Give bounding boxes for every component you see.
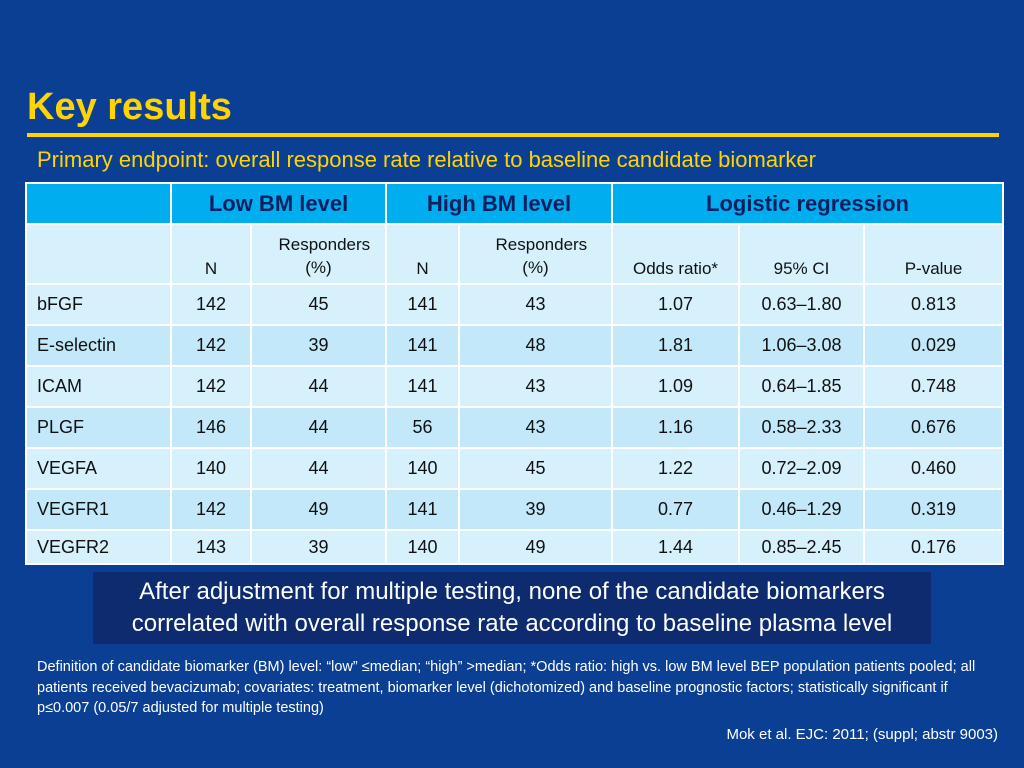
high-n-cell: 141 <box>386 325 459 366</box>
p-value-cell: 0.676 <box>864 407 1003 448</box>
title-divider <box>27 133 999 137</box>
odds-ratio-cell: 0.77 <box>612 489 739 530</box>
low-n-cell: 143 <box>171 530 251 564</box>
low-responders-cell: 45 <box>251 284 386 325</box>
group-header-row <box>26 183 1003 224</box>
odds-ratio-cell: 1.09 <box>612 366 739 407</box>
odds-ratio-cell: 1.07 <box>612 284 739 325</box>
table-row <box>26 284 1003 325</box>
high-responders-cell: 39 <box>459 489 612 530</box>
low-responders-cell: 39 <box>251 325 386 366</box>
ci-cell: 0.85–2.45 <box>739 530 864 564</box>
sub-header-empty-cell <box>26 224 171 284</box>
high-responders-cell: 43 <box>459 366 612 407</box>
slide-title: Key results <box>27 86 232 128</box>
biomarker-name: E-selectin <box>26 325 171 366</box>
high-responders-cell: 48 <box>459 325 612 366</box>
footnote: Definition of candidate biomarker (BM) level: “low” ≤median; “high” >median; *Odds ratio: high vs. low BM level BEP population patients pooled; all patients received bevacizumab; covariates: treatment, biomarker level (dichotomized) and baseline prognostic factors; statistically significant if p≤0.007 (0.05/7 adjusted for multiple testing) <box>37 659 976 716</box>
results-table-container <box>25 182 1002 565</box>
conclusion-callout <box>93 572 931 644</box>
table-row <box>26 448 1003 489</box>
ci-header: 95% CI <box>739 224 864 284</box>
low-bm-level-header: Low BM level <box>171 183 386 224</box>
p-value-cell: 0.176 <box>864 530 1003 564</box>
low-responders-cell: 44 <box>251 366 386 407</box>
high-n-cell: 141 <box>386 489 459 530</box>
p-value-cell: 0.748 <box>864 366 1003 407</box>
table-row <box>26 407 1003 448</box>
high-n-cell: 140 <box>386 448 459 489</box>
high-responders-header-text: Responders (%) <box>495 235 588 277</box>
low-n-cell: 142 <box>171 284 251 325</box>
high-bm-level-header: High BM level <box>386 183 612 224</box>
table-row <box>26 530 1003 564</box>
header-empty-cell <box>26 183 171 224</box>
ci-cell: 0.58–2.33 <box>739 407 864 448</box>
biomarker-name: ICAM <box>26 366 171 407</box>
slide-subtitle: Primary endpoint: overall response rate relative to baseline candidate biomarker <box>37 147 816 172</box>
ci-cell: 0.46–1.29 <box>739 489 864 530</box>
biomarker-name: PLGF <box>26 407 171 448</box>
low-n-cell: 142 <box>171 325 251 366</box>
odds-ratio-cell: 1.81 <box>612 325 739 366</box>
low-responders-header <box>251 224 386 284</box>
biomarker-name: VEGFR1 <box>26 489 171 530</box>
low-n-header: N <box>171 224 251 284</box>
odds-ratio-cell: 1.16 <box>612 407 739 448</box>
high-n-header: N <box>386 224 459 284</box>
high-n-cell: 141 <box>386 284 459 325</box>
callout-line-1: After adjustment for multiple testing, none of the candidate biomarkers <box>139 578 885 605</box>
high-n-cell: 140 <box>386 530 459 564</box>
low-n-cell: 142 <box>171 366 251 407</box>
biomarker-name: bFGF <box>26 284 171 325</box>
logistic-regression-header: Logistic regression <box>612 183 1003 224</box>
p-value-header: P-value <box>864 224 1003 284</box>
ci-cell: 0.63–1.80 <box>739 284 864 325</box>
biomarker-name: VEGFA <box>26 448 171 489</box>
table-row <box>26 325 1003 366</box>
ci-cell: 0.72–2.09 <box>739 448 864 489</box>
low-responders-header-text: Responders (%) <box>278 235 371 277</box>
high-n-cell: 56 <box>386 407 459 448</box>
odds-ratio-cell: 1.44 <box>612 530 739 564</box>
biomarker-name: VEGFR2 <box>26 530 171 564</box>
high-responders-cell: 45 <box>459 448 612 489</box>
odds-ratio-header: Odds ratio* <box>612 224 739 284</box>
low-responders-cell: 49 <box>251 489 386 530</box>
high-responders-cell: 43 <box>459 407 612 448</box>
odds-ratio-cell: 1.22 <box>612 448 739 489</box>
results-table <box>25 182 1004 565</box>
low-n-cell: 142 <box>171 489 251 530</box>
citation: Mok et al. EJC: 2011; (suppl; abstr 9003) <box>726 726 998 743</box>
ci-cell: 1.06–3.08 <box>739 325 864 366</box>
low-n-cell: 146 <box>171 407 251 448</box>
high-responders-cell: 43 <box>459 284 612 325</box>
high-responders-cell: 49 <box>459 530 612 564</box>
table-row <box>26 366 1003 407</box>
table-row <box>26 489 1003 530</box>
p-value-cell: 0.029 <box>864 325 1003 366</box>
ci-cell: 0.64–1.85 <box>739 366 864 407</box>
low-responders-cell: 44 <box>251 407 386 448</box>
low-responders-cell: 39 <box>251 530 386 564</box>
high-n-cell: 141 <box>386 366 459 407</box>
p-value-cell: 0.460 <box>864 448 1003 489</box>
p-value-cell: 0.813 <box>864 284 1003 325</box>
p-value-cell: 0.319 <box>864 489 1003 530</box>
sub-header-row <box>26 224 1003 284</box>
low-responders-cell: 44 <box>251 448 386 489</box>
high-responders-header <box>459 224 612 284</box>
callout-line-2: correlated with overall response rate according to baseline plasma level <box>131 610 893 637</box>
low-n-cell: 140 <box>171 448 251 489</box>
